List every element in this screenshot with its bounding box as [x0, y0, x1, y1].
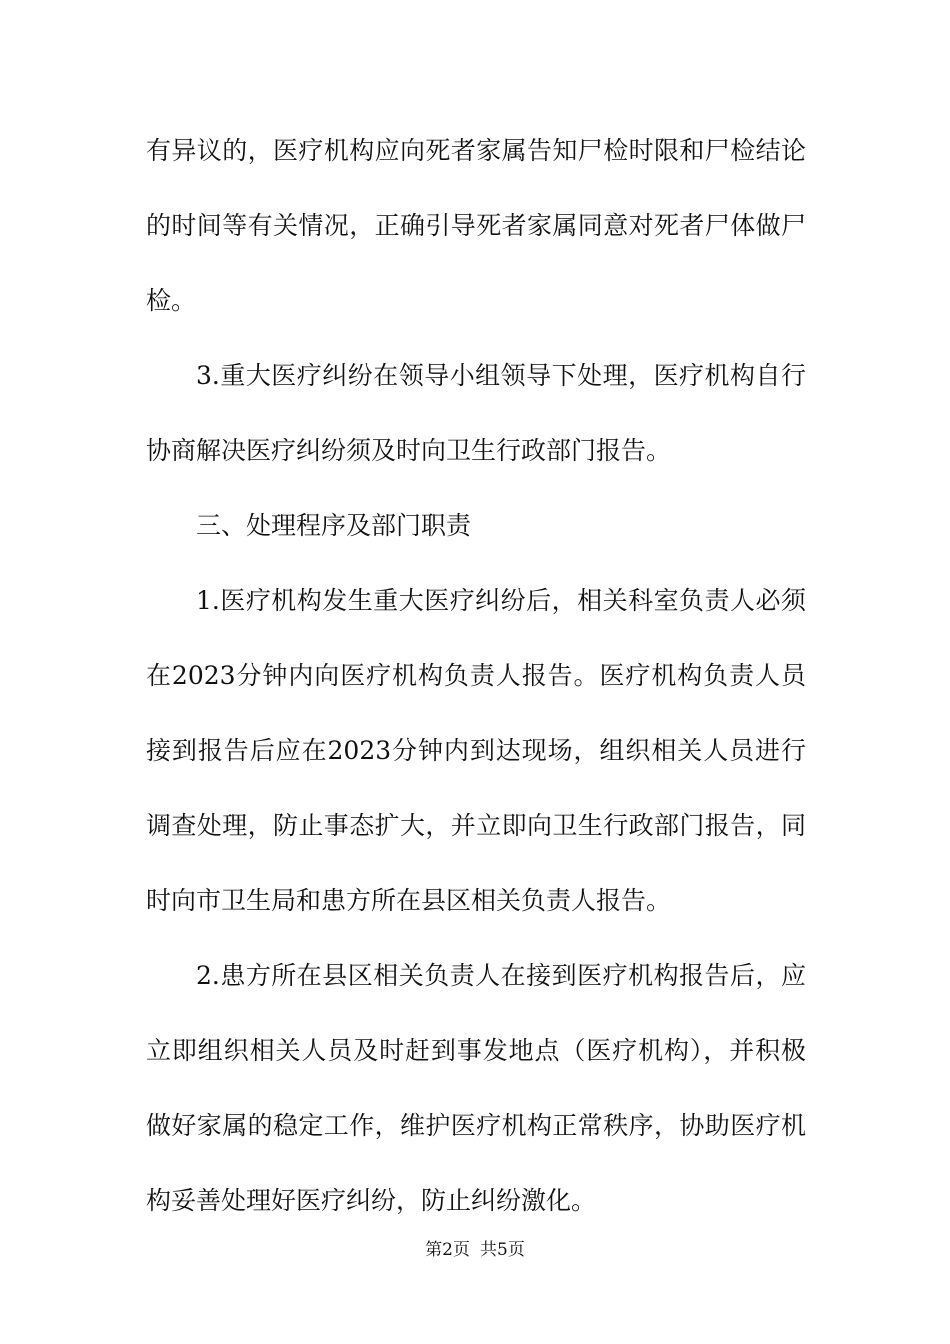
page-number: 第2页 — [425, 1240, 470, 1260]
text-line: 调查处理，防止事态扩大，并立即向卫生行政部门报告，同 — [146, 811, 806, 840]
text-line: 在2023分钟内向医疗机构负责人报告。医疗机构负责人员 — [146, 661, 806, 690]
text-line: 有异议的，医疗机构应向死者家属告知尸检时限和尸检结论 — [146, 136, 806, 165]
text-line: 1.医疗机构发生重大医疗纠纷后，相关科室负责人必须 — [196, 586, 806, 615]
text-line: 2.患方所在县区相关负责人在接到医疗机构报告后，应 — [196, 961, 806, 990]
text-line: 检。 — [146, 286, 197, 315]
page-footer — [0, 1238, 950, 1262]
text-line: 立即组织相关人员及时赶到事发地点（医疗机构），并积极 — [146, 1036, 806, 1065]
text-line: 接到报告后应在2023分钟内到达现场，组织相关人员进行 — [146, 736, 806, 765]
text-line: 做好家属的稳定工作，维护医疗机构正常秩序，协助医疗机 — [146, 1111, 806, 1140]
page-total: 共5页 — [480, 1240, 525, 1260]
text-line: 3.重大医疗纠纷在领导小组领导下处理，医疗机构自行 — [196, 361, 806, 390]
text-line: 协商解决医疗纠纷须及时向卫生行政部门报告。 — [146, 436, 672, 465]
section-heading: 三、处理程序及部门职责 — [196, 511, 472, 540]
text-line: 时向市卫生局和患方所在县区相关负责人报告。 — [146, 886, 672, 915]
text-line: 的时间等有关情况，正确引导死者家属同意对死者尸体做尸 — [146, 211, 806, 240]
text-line: 构妥善处理好医疗纠纷，防止纠纷激化。 — [146, 1186, 597, 1215]
